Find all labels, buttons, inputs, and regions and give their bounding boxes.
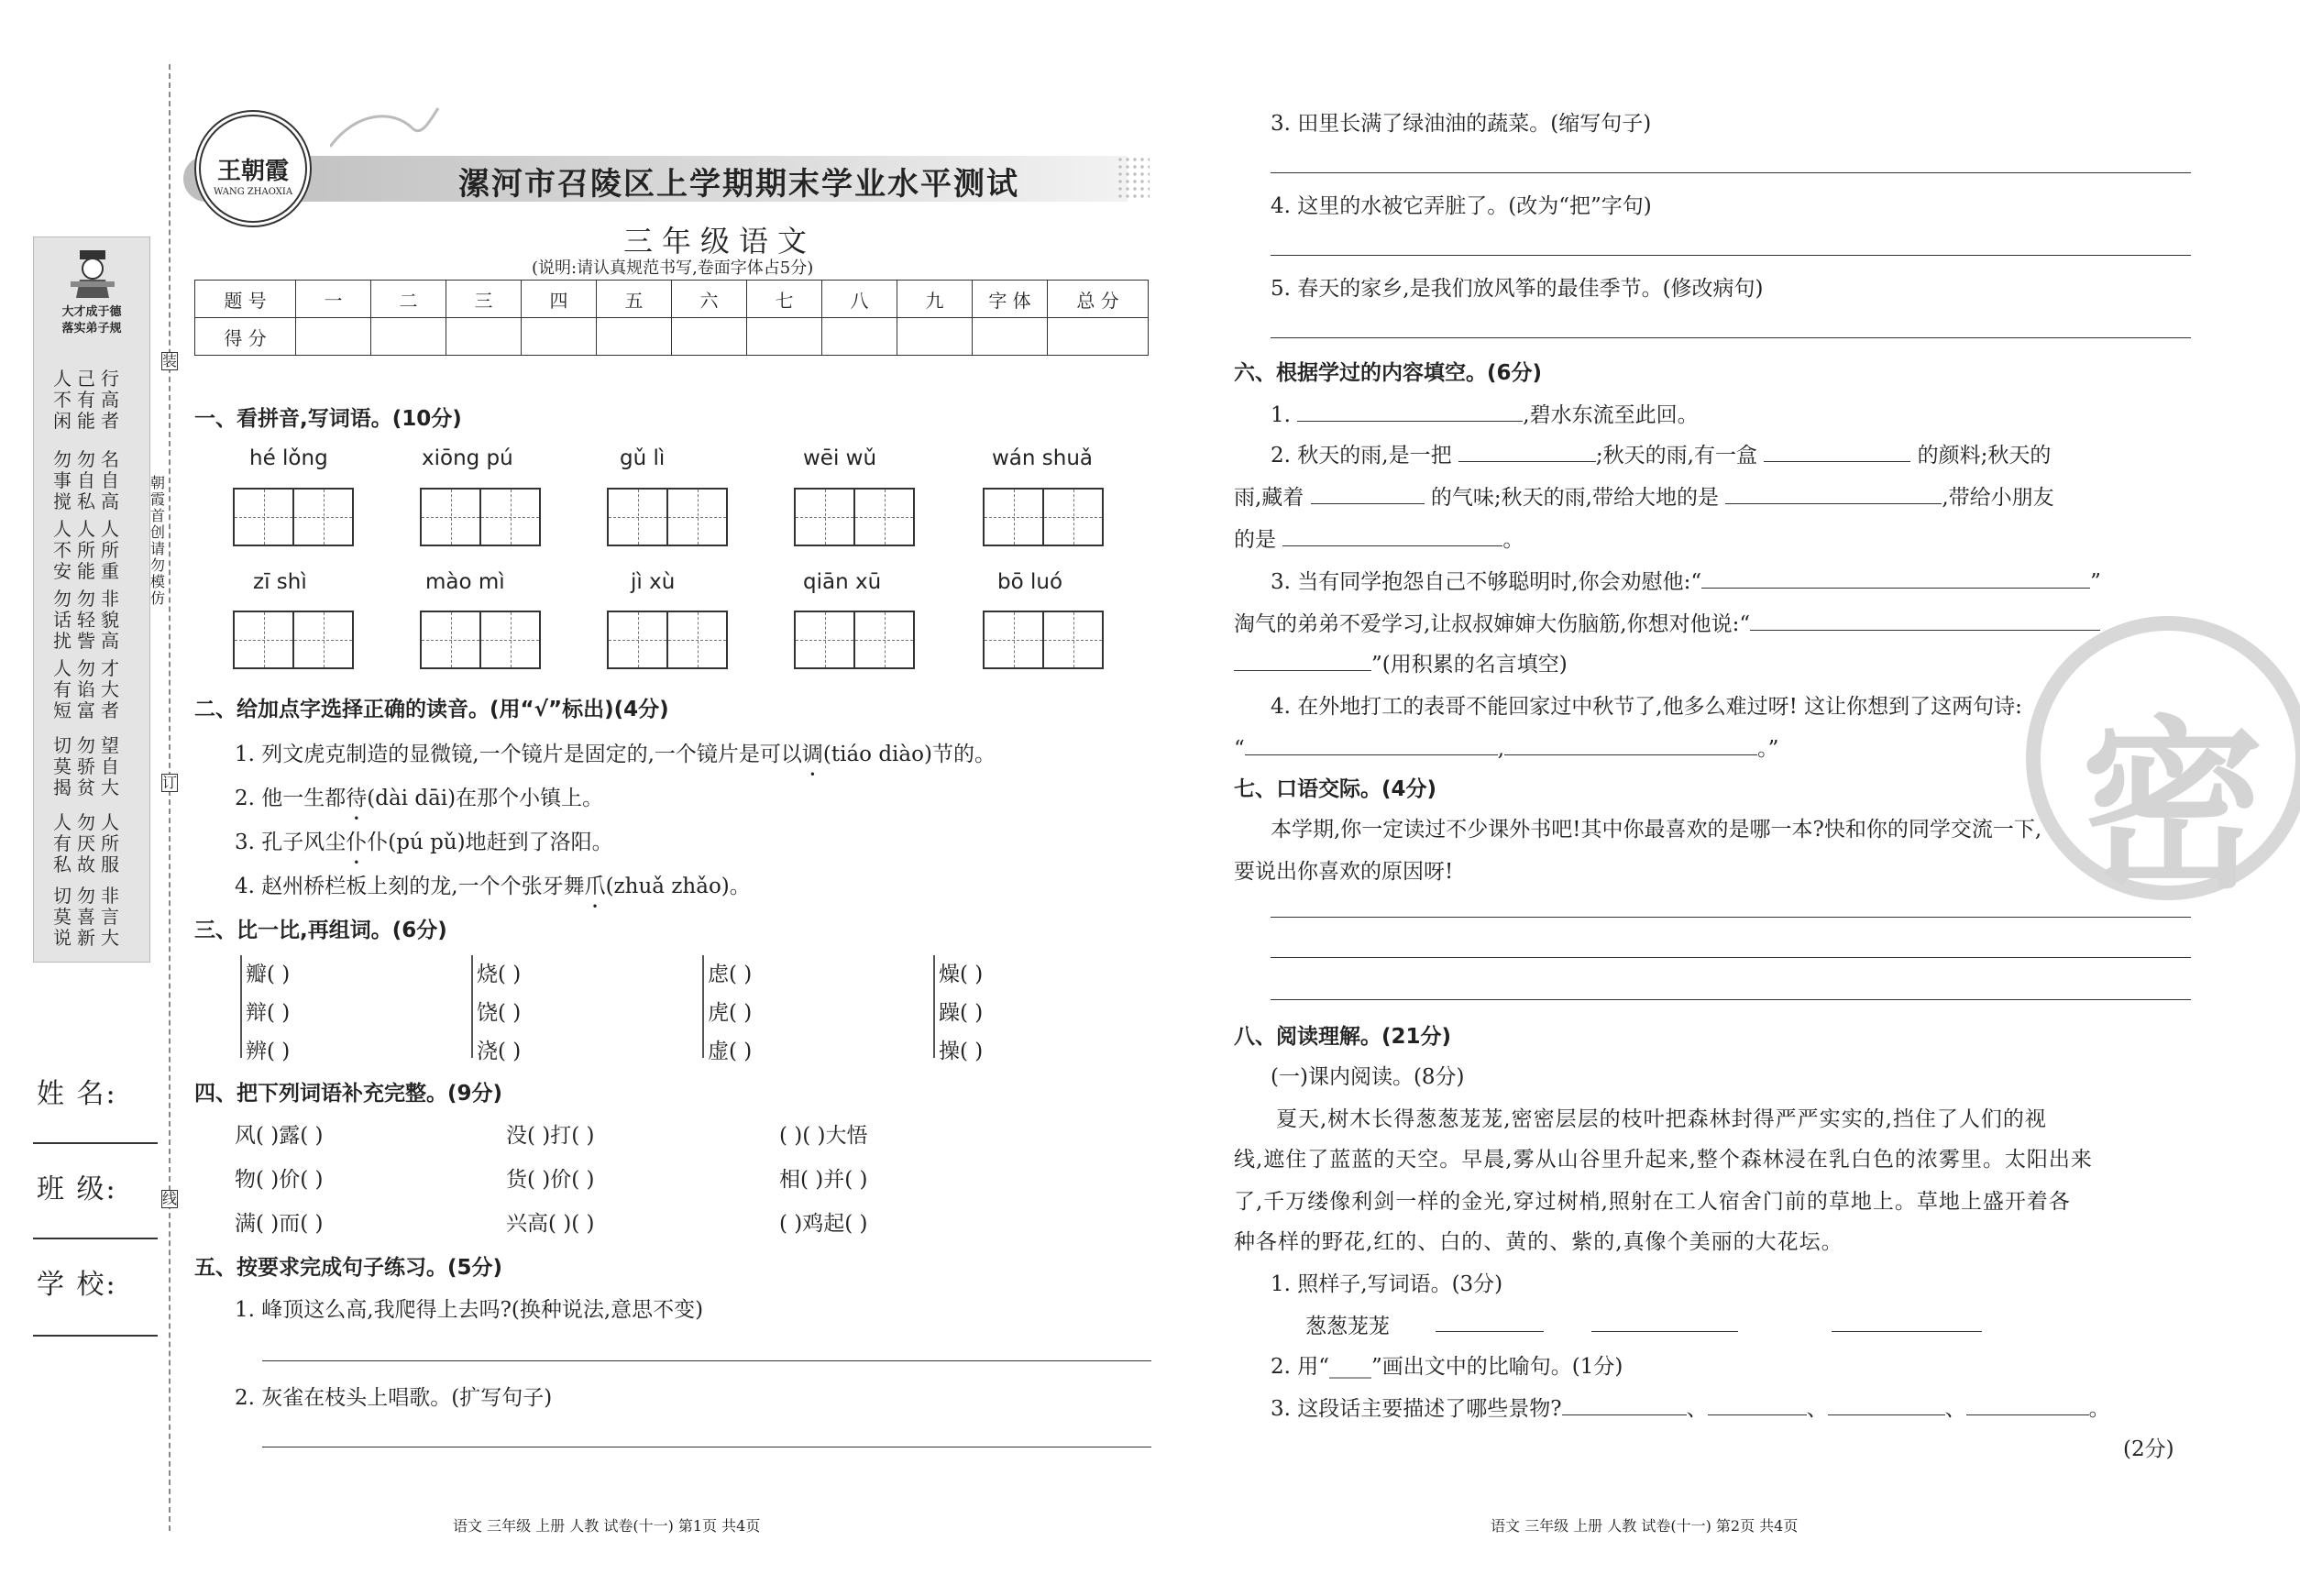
word-item[interactable]: 浇( ) [477,1040,522,1063]
fill-text: 。 [2088,1397,2110,1421]
writing-grid[interactable] [233,611,354,669]
table-cell: 八 [822,281,897,318]
table-cell: 六 [672,281,747,318]
answer-line[interactable] [1271,957,2191,958]
question-text: 3. 孔子风尘 [235,831,347,854]
exam-subject: 三年级语文 [623,224,817,259]
pinyin-label: zī shì [253,570,307,594]
score-cell[interactable] [522,318,597,356]
sentence-question: 3. 田里长满了绿油油的蔬菜。(缩写句子) [1271,112,1652,136]
fill-blank[interactable] [1764,461,1910,462]
oral-prompt-2: 要说出你喜欢的原因呀! [1234,860,1454,884]
passage-line: 夏天,树木长得葱葱茏茏,密密层层的枝叶把森林封得严严实实的,挡住了人们的视 [1276,1107,2047,1131]
fill-line [1234,732,1778,762]
idiom-item[interactable]: 物( )价( ) [235,1168,324,1192]
fill-text: 、 [1806,1397,1828,1421]
word-group[interactable] [246,955,290,1071]
passage-line: 线,遮住了蓝蓝的天空。早晨,雾从山谷里升起来,整个森林浸在乳白色的浓雾里。太阳出来 [1234,1148,2093,1172]
fill-text: 的气味;秋天的雨,带给大地的是 [1424,486,1726,510]
idiom-item[interactable]: 相( )并( ) [779,1168,868,1192]
writing-grid[interactable] [983,611,1104,669]
score-cell[interactable] [446,318,522,356]
score-table [194,280,1149,356]
question-text: 3. 这段话主要描述了哪些景物? [1271,1397,1562,1421]
motto-col: 行高者 [101,368,119,432]
fill-blank[interactable] [1282,545,1502,546]
subsection-title: (一)课内阅读。(8分) [1271,1065,1465,1089]
section-8-title: 八、阅读理解。(21分) [1234,1025,1452,1049]
section-1-title: 一、看拼音,写词语。(10分) [194,407,462,431]
fill-text: , [1497,737,1505,761]
score-cell[interactable] [973,318,1048,356]
table-cell: 总 分 [1048,281,1149,318]
reading-question: 2. 用“____”画出文中的比喻句。(1分) [1271,1355,1623,1379]
cut-mark: 装 [162,352,178,369]
section-5-title: 五、按要求完成句子练习。(5分) [194,1256,503,1280]
score-cell[interactable] [1048,318,1149,356]
motto-col: 勿轻訾 [77,588,95,652]
example-word: 葱葱茏茏 [1305,1315,1390,1338]
word-group[interactable] [708,955,752,1071]
pinyin-options[interactable]: (zhuǎ zhǎo)。 [605,875,751,898]
motto-col: 名自高 [101,448,119,512]
word-item[interactable]: 辨( ) [246,1040,291,1063]
sentence-question: 1. 峰顶这么高,我爬得上去吗?(换种说法,意思不变) [235,1298,704,1322]
motto-col: 人不安 [53,518,72,582]
fill-blank[interactable] [1234,670,1371,671]
logo-subtext: WANG ZHAOXIA [213,187,293,197]
fill-text: 。 [1502,528,1524,552]
fill-text: 雨,藏着 [1234,486,1311,510]
writing-grid[interactable] [794,611,915,669]
school-field[interactable] [33,1335,158,1337]
table-cell: 七 [747,281,822,318]
motto-col: 人所服 [101,811,119,875]
group-bracket [471,955,475,1058]
fill-blank[interactable] [1750,630,2100,631]
motto-col: 非言大 [101,885,119,949]
reading-question [1271,1392,2110,1422]
idiom-item[interactable]: 兴高( )( ) [506,1212,595,1236]
page-footer-right: 语文 三年级 上册 人教 试卷(十一) 第2页 共4页 [1491,1517,1799,1535]
table-cell: 四 [522,281,597,318]
fill-text: ” [2090,570,2101,594]
word-item[interactable]: 辩( ) [246,1001,291,1025]
motto-col: 人有私 [53,811,72,875]
writing-grid[interactable] [983,488,1104,546]
pinyin-label: bō luó [997,570,1063,594]
fill-line [1271,438,2051,468]
fill-text: ”(用积累的名言填空) [1371,653,1568,677]
table-cell: 五 [597,281,672,318]
answer-line[interactable] [1271,172,2191,173]
fill-text: 1. [1271,403,1298,427]
motto-col: 勿话扰 [53,588,72,652]
pinyin-label: xiōng pú [422,446,513,470]
fill-blank[interactable] [1701,588,2090,589]
motto-col: 人有短 [53,657,72,721]
motto-line-1: 大才成于德 [61,305,122,319]
fill-blank[interactable] [1311,503,1425,504]
sentence-question: 2. 灰雀在枝头上唱歌。(扩写句子) [235,1386,553,1410]
pinyin-label: wēi wǔ [803,446,877,470]
writing-grid[interactable] [233,488,354,546]
pinyin-label: mào mì [425,570,505,594]
word-group[interactable] [477,955,521,1071]
motto-col: 勿喜新 [77,885,95,949]
section-6-title: 六、根据学过的内容填空。(6分) [1234,361,1543,385]
score-header-row [195,281,1149,318]
pinyin-options[interactable]: (dài dāi)在那个小镇上。 [367,787,604,810]
answer-line[interactable] [262,1360,1151,1361]
motto-col: 勿厌故 [77,811,95,875]
motto-col: 人所能 [77,518,95,582]
word-item[interactable]: 饶( ) [477,1001,522,1025]
motto-col: 勿骄贫 [77,734,95,798]
cut-mark: 订 [162,774,178,791]
name-label: 姓 名: [37,1078,117,1110]
motto-col: 非貌高 [101,588,119,652]
word-item[interactable]: 躁( ) [939,1001,984,1025]
logo-text: 王朝霞 [216,158,289,185]
motto-col: 勿事搅 [53,448,72,512]
fill-blank[interactable] [1562,1414,1687,1415]
fill-line [1234,480,2054,511]
dotted-char: 爪 [584,875,606,898]
score-value-row [195,318,1149,356]
banner-pattern [1117,156,1150,202]
vertical-note: 朝霞首创 请勿模仿 [149,474,165,607]
idiom-item[interactable]: 满( )而( ) [235,1212,324,1236]
motto-col: 勿自私 [77,448,95,512]
fill-text: 2. 秋天的雨,是一把 [1271,444,1458,468]
fill-blank[interactable] [1708,1414,1807,1415]
idiom-item[interactable]: 没( )打( ) [506,1124,595,1148]
fill-blank[interactable] [1828,1414,1945,1415]
score-cell[interactable] [371,318,446,356]
question-2-3 [235,825,613,855]
table-cell: 一 [296,281,371,318]
dotted-char: 待 [346,787,368,810]
word-item[interactable]: 操( ) [939,1040,984,1063]
pinyin-label: wán shuǎ [992,446,1094,470]
motto-col: 切莫说 [53,885,72,949]
oral-prompt-1: 本学期,你一定读过不少课外书吧!其中你最喜欢的是哪一本?快和你的同学交流一下, [1271,818,2042,842]
section-4-title: 四、把下列词语补充完整。(9分) [194,1082,503,1106]
fill-line: 4. 在外地打工的表哥不能回家过中秋节了,他多么难过呀! 这让你想到了这两句诗: [1271,695,2022,719]
fill-line [1271,398,1699,428]
seal-character: 密 [2081,700,2265,914]
question-text: 1. 列文虎克制造的显微镜,一个镜片是固定的,一个镜片是可以 [235,743,802,766]
fill-blank[interactable] [1458,461,1596,462]
motto-line-2: 落实弟子规 [61,322,122,336]
answer-line[interactable] [1271,255,2191,256]
idiom-item[interactable]: ( )鸡起( ) [779,1212,868,1236]
word-item[interactable]: 燥( ) [939,963,984,986]
fill-text: 3. 当有同学抱怨自己不够聪明时,你会劝慰他:“ [1271,570,1702,594]
pinyin-options[interactable]: 仆(pú pǔ)地赶到了洛阳。 [367,831,613,854]
question-2-4 [235,869,751,899]
word-item[interactable]: 虎( ) [708,1001,753,1025]
answer-line[interactable] [1271,917,2191,918]
fill-text: 的颜料;秋天的 [1910,444,2052,468]
word-item[interactable]: 瓣( ) [246,963,291,986]
writing-grid[interactable] [420,611,541,669]
pinyin-label: gǔ lì [620,446,666,470]
score-cell[interactable] [822,318,897,356]
writing-grid[interactable] [420,488,541,546]
fill-text: 。” [1757,737,1779,761]
motto-col: 人所重 [101,518,119,582]
motto-col: 己有能 [77,368,95,432]
answer-line[interactable] [1271,337,2191,338]
idiom-item[interactable]: ( )( )大悟 [779,1124,868,1148]
pinyin-label: qiān xū [803,570,882,594]
answer-blank[interactable] [1436,1331,1544,1332]
motto-col: 望自大 [101,734,119,798]
group-bracket [240,955,244,1058]
pinyin-label: jì xù [631,570,676,594]
exam-note: (说明:请认真规范书写,卷面字体占5分) [532,259,814,278]
dotted-char: 仆 [346,831,368,854]
fill-text: 、 [1944,1397,1966,1421]
fill-text: ,带给小朋友 [1942,486,2054,510]
motto-col: 切莫揭 [53,734,72,798]
answer-blank[interactable] [1832,1331,1982,1332]
table-cell: 题 号 [195,281,296,318]
section-2-title: 二、给加点字选择正确的读音。(用“√”标出)(4分) [194,698,669,721]
group-bracket [933,955,937,1058]
group-bracket [702,955,706,1058]
section-7-title: 七、口语交际。(4分) [1234,777,1437,801]
fill-line [1271,565,2101,595]
fill-text: 、 [1686,1397,1708,1421]
motto-col: 人不闲 [53,368,72,432]
motto-heading [39,240,145,337]
sentence-question: 5. 春天的家乡,是我们放风筝的最佳季节。(修改病句) [1271,277,1764,301]
dotted-char: 调 [801,743,823,766]
table-cell: 二 [371,281,446,318]
pinyin-label: hé lǒng [249,446,328,470]
answer-line[interactable] [1271,999,2191,1000]
fill-text: 淘气的弟弟不爱学习,让叔叔婶婶大伤脑筋,你想对他说:“ [1234,612,1751,636]
fill-blank[interactable] [1504,754,1757,755]
writing-grid[interactable] [794,488,915,546]
fill-line [1234,523,1524,553]
motto-col: 勿谄富 [77,657,95,721]
table-cell: 字 体 [973,281,1048,318]
score-cell[interactable] [597,318,672,356]
question-2-2 [235,781,603,811]
question-text: 2. 他一生都 [235,787,347,810]
score-cell[interactable] [747,318,822,356]
binding-cut-line [169,64,171,1531]
score-cell[interactable] [296,318,371,356]
word-item[interactable]: 虑( ) [708,963,753,986]
writing-grid[interactable] [607,611,728,669]
section-3-title: 三、比一比,再组词。(6分) [194,919,447,942]
school-label: 学 校: [37,1269,117,1301]
fill-blank[interactable] [1725,503,1942,504]
page-footer-left: 语文 三年级 上册 人教 试卷(十一) 第1页 共4页 [453,1517,761,1535]
table-cell: 九 [897,281,973,318]
pinyin-options[interactable]: (tiáo diào)节的。 [822,743,996,766]
fill-text: 的是 [1234,528,1283,552]
score-cell[interactable] [897,318,973,356]
idiom-item[interactable]: 货( )价( ) [506,1168,595,1192]
idiom-item[interactable]: 风( )露( ) [235,1124,324,1148]
fill-text: “ [1234,737,1245,761]
score-note: (2分) [2123,1437,2174,1461]
passage-line: 种各样的野花,红的、白的、黄的、紫的,真像个美丽的大花坛。 [1234,1230,1843,1254]
reading-question: 1. 照样子,写词语。(3分) [1271,1272,1503,1296]
fill-blank[interactable] [1966,1414,2089,1415]
exam-title: 漯河市召陵区上学期期末学业水平测试 [458,166,1019,203]
ribbon-decoration [330,101,440,156]
motto-col: 才大者 [101,657,119,721]
score-cell[interactable] [672,318,747,356]
writing-grid[interactable] [607,488,728,546]
fill-text: ;秋天的雨,有一盒 [1595,444,1765,468]
sentence-question: 4. 这里的水被它弄脏了。(改为“把”字句) [1271,194,1652,218]
fill-line [1234,647,1568,677]
cut-mark: 线 [162,1190,178,1207]
class-field[interactable] [33,1238,158,1239]
fill-line [1234,607,2100,637]
question-2-1 [235,737,996,767]
word-item[interactable]: 虚( ) [708,1040,753,1063]
class-label: 班 级: [37,1173,117,1205]
word-item[interactable]: 烧( ) [477,963,522,986]
fill-blank[interactable] [1245,754,1498,755]
table-cell: 得 分 [195,318,296,356]
answer-blank[interactable] [1591,1331,1738,1332]
name-field[interactable] [33,1142,158,1144]
fill-text: ,碧水东流至此回。 [1523,403,1699,427]
fill-blank[interactable] [1297,421,1523,422]
table-cell: 三 [446,281,522,318]
passage-line: 了,千万缕像利剑一样的金光,穿过树梢,照射在工人宿舍门前的草地上。草地上盛开着各 [1234,1190,2071,1214]
question-text: 4. 赵州桥栏板上刻的龙,一个个张牙舞 [235,875,585,898]
word-group[interactable] [939,955,983,1071]
